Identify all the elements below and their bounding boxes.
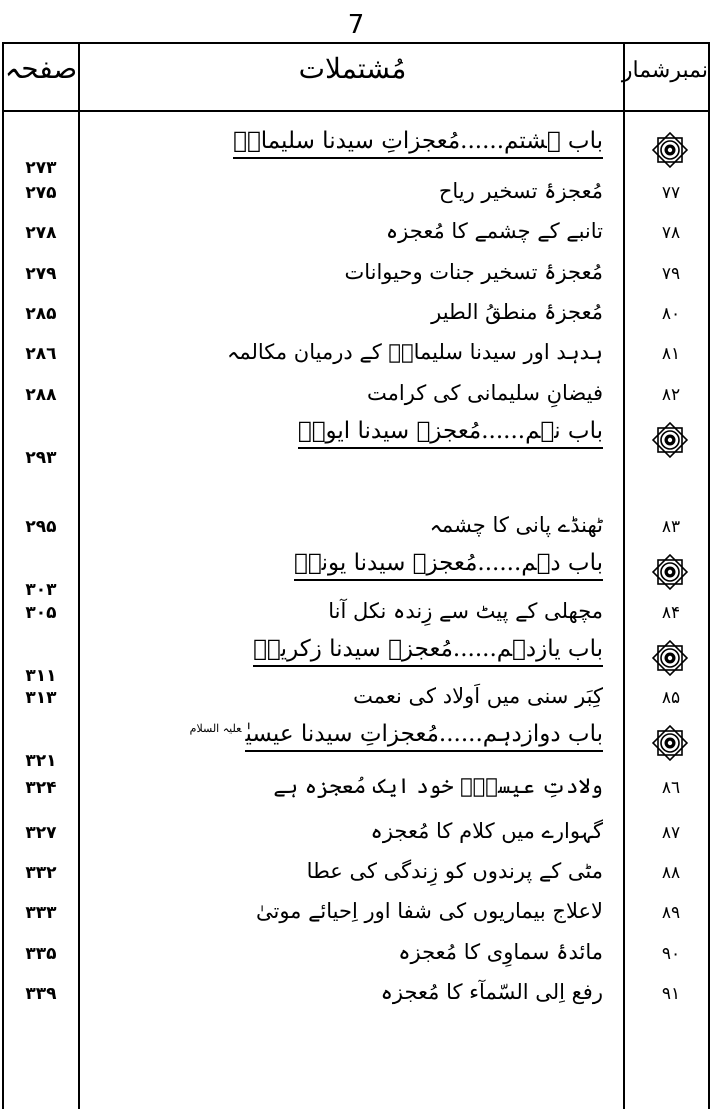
page-reference: ۲۷۳ (25, 158, 57, 178)
serial-column-header: نمبرشمار (621, 58, 708, 83)
title-text: ہدہد اور سیدنا سلیمانؑ کے درمیان مکالمہ (227, 340, 603, 364)
title-text: تانبے کے چشمے کا مُعجزہ (385, 219, 603, 243)
page-column-divider (78, 44, 80, 1109)
page-reference: ۲۷۸ (25, 223, 57, 243)
page-reference: ۳۲۱ (25, 751, 57, 771)
entry-title (103, 940, 603, 964)
serial-number: ۸۱ (661, 344, 681, 364)
page-reference: ۲۸٦ (25, 344, 57, 364)
serial-number: ۸۰ (661, 304, 681, 324)
serial-number: ۸۸ (661, 863, 681, 883)
page-reference: ۳۱۱ (25, 666, 57, 686)
rosette-icon (650, 420, 690, 460)
title-text: مُعجزۂ منطقُ الطیر (431, 300, 603, 324)
page-reference: ۳۳۵ (25, 944, 57, 964)
title-text: ٹھنڈے پانی کا چشمہ (429, 513, 603, 537)
chapter-title (103, 550, 603, 576)
chapter-title (103, 418, 603, 444)
title-text: لاعلاج بیماریوں کی شفا اور اِحیائے موتیٰ (255, 899, 603, 923)
entry-title (103, 899, 603, 923)
title-text: مُعجزۂ تسخیر ریاح (438, 179, 603, 203)
title-text: باب نہم......مُعجزۂ سیدنا ایوبؑ (298, 418, 603, 449)
page-reference: ۲۹۳ (25, 448, 57, 468)
serial-number: ۷۷ (661, 183, 681, 203)
serial-number: ۷۸ (661, 223, 681, 243)
serial-number: ۸۷ (661, 823, 681, 843)
entry-title (103, 381, 603, 405)
page-reference: ۲۸۸ (25, 385, 57, 405)
honorific-badge: علیہ السلام (189, 722, 242, 736)
page-reference: ۲۸۵ (25, 304, 57, 324)
entry-title (103, 774, 603, 798)
page-column-header: صفحہ (4, 52, 78, 85)
entry-title (103, 684, 603, 708)
page-reference: ۳۳۳ (25, 903, 57, 923)
page-reference: ۳۳۹ (25, 984, 57, 1004)
serial-number: ۹۰ (661, 944, 681, 964)
page-reference: ۲۹۵ (25, 517, 57, 537)
title-text: مُعجزۂ تسخیر جنات وحیوانات (344, 260, 603, 284)
page-reference: ۳۳۲ (25, 863, 57, 883)
title-text: مچھلی کے پیٹ سے زِندہ نکل آنا (328, 599, 603, 623)
chapter-title (103, 636, 603, 662)
page-number: 7 (347, 10, 365, 40)
page-reference: ۳۰۳ (25, 580, 57, 600)
title-text: رفع اِلی السّمآء کا مُعجزہ (380, 980, 603, 1004)
title-text: باب دوازدہم......مُعجزاتِ سیدنا عیسیٰ (245, 721, 603, 752)
entry-title (103, 340, 603, 364)
entry-title (103, 599, 603, 623)
page-reference: ۲۷۹ (25, 264, 57, 284)
rosette-icon (650, 552, 690, 592)
rosette-icon (650, 638, 690, 678)
title-text: باب یازدہم......مُعجزۂ سیدنا زکریاؑ (253, 636, 603, 667)
rosette-icon (650, 723, 690, 763)
entry-title (103, 859, 603, 883)
entry-title (103, 300, 603, 324)
page-reference: ۳۱۳ (25, 688, 57, 708)
serial-column-divider (623, 44, 625, 1109)
entry-title (103, 819, 603, 843)
page-reference: ۳۲۷ (25, 823, 57, 843)
title-text: مائدۂ سماوِی کا مُعجزہ (398, 940, 603, 964)
serial-number: ۸۴ (661, 603, 681, 623)
page-reference: ۲۷۵ (25, 183, 57, 203)
title-text: کِبَر سنی میں اَولاد کی نعمت (353, 684, 603, 708)
entry-title (103, 219, 603, 243)
serial-number: ۹۱ (661, 984, 681, 1004)
page-reference: ۳۰۵ (25, 603, 57, 623)
toc-table (2, 42, 710, 1109)
title-text: باب ہشتم......مُعجزاتِ سیدنا سلیمانؑ (233, 128, 603, 159)
page-reference: ۳۲۴ (25, 778, 57, 798)
contents-column-header: مُشتملات (298, 52, 407, 85)
serial-number: ۸۲ (661, 385, 681, 405)
serial-number: ۸۹ (661, 903, 681, 923)
title-text: ولادتِ عیسیٰؑ خود ایک مُعجزہ ہے (273, 774, 603, 798)
header-divider (4, 110, 708, 112)
chapter-title (103, 128, 603, 154)
entry-title (103, 260, 603, 284)
entry-title (103, 179, 603, 203)
serial-number: ۷۹ (661, 264, 681, 284)
serial-number: ۸۵ (661, 688, 681, 708)
title-text: مٹی کے پرندوں کو زِندگی کی عطا (306, 859, 603, 883)
entry-title (103, 513, 603, 537)
title-text: فیضانِ سلیمانی کی کرامت (367, 381, 603, 405)
entry-title (103, 980, 603, 1004)
chapter-title (103, 721, 603, 747)
rosette-icon (650, 130, 690, 170)
title-text: باب دہم......مُعجزۂ سیدنا یونسؑ (294, 550, 603, 581)
serial-number: ۸٦ (661, 778, 681, 798)
title-text: گہوارے میں کلام کا مُعجزہ (370, 819, 603, 843)
serial-number: ۸۳ (661, 517, 681, 537)
